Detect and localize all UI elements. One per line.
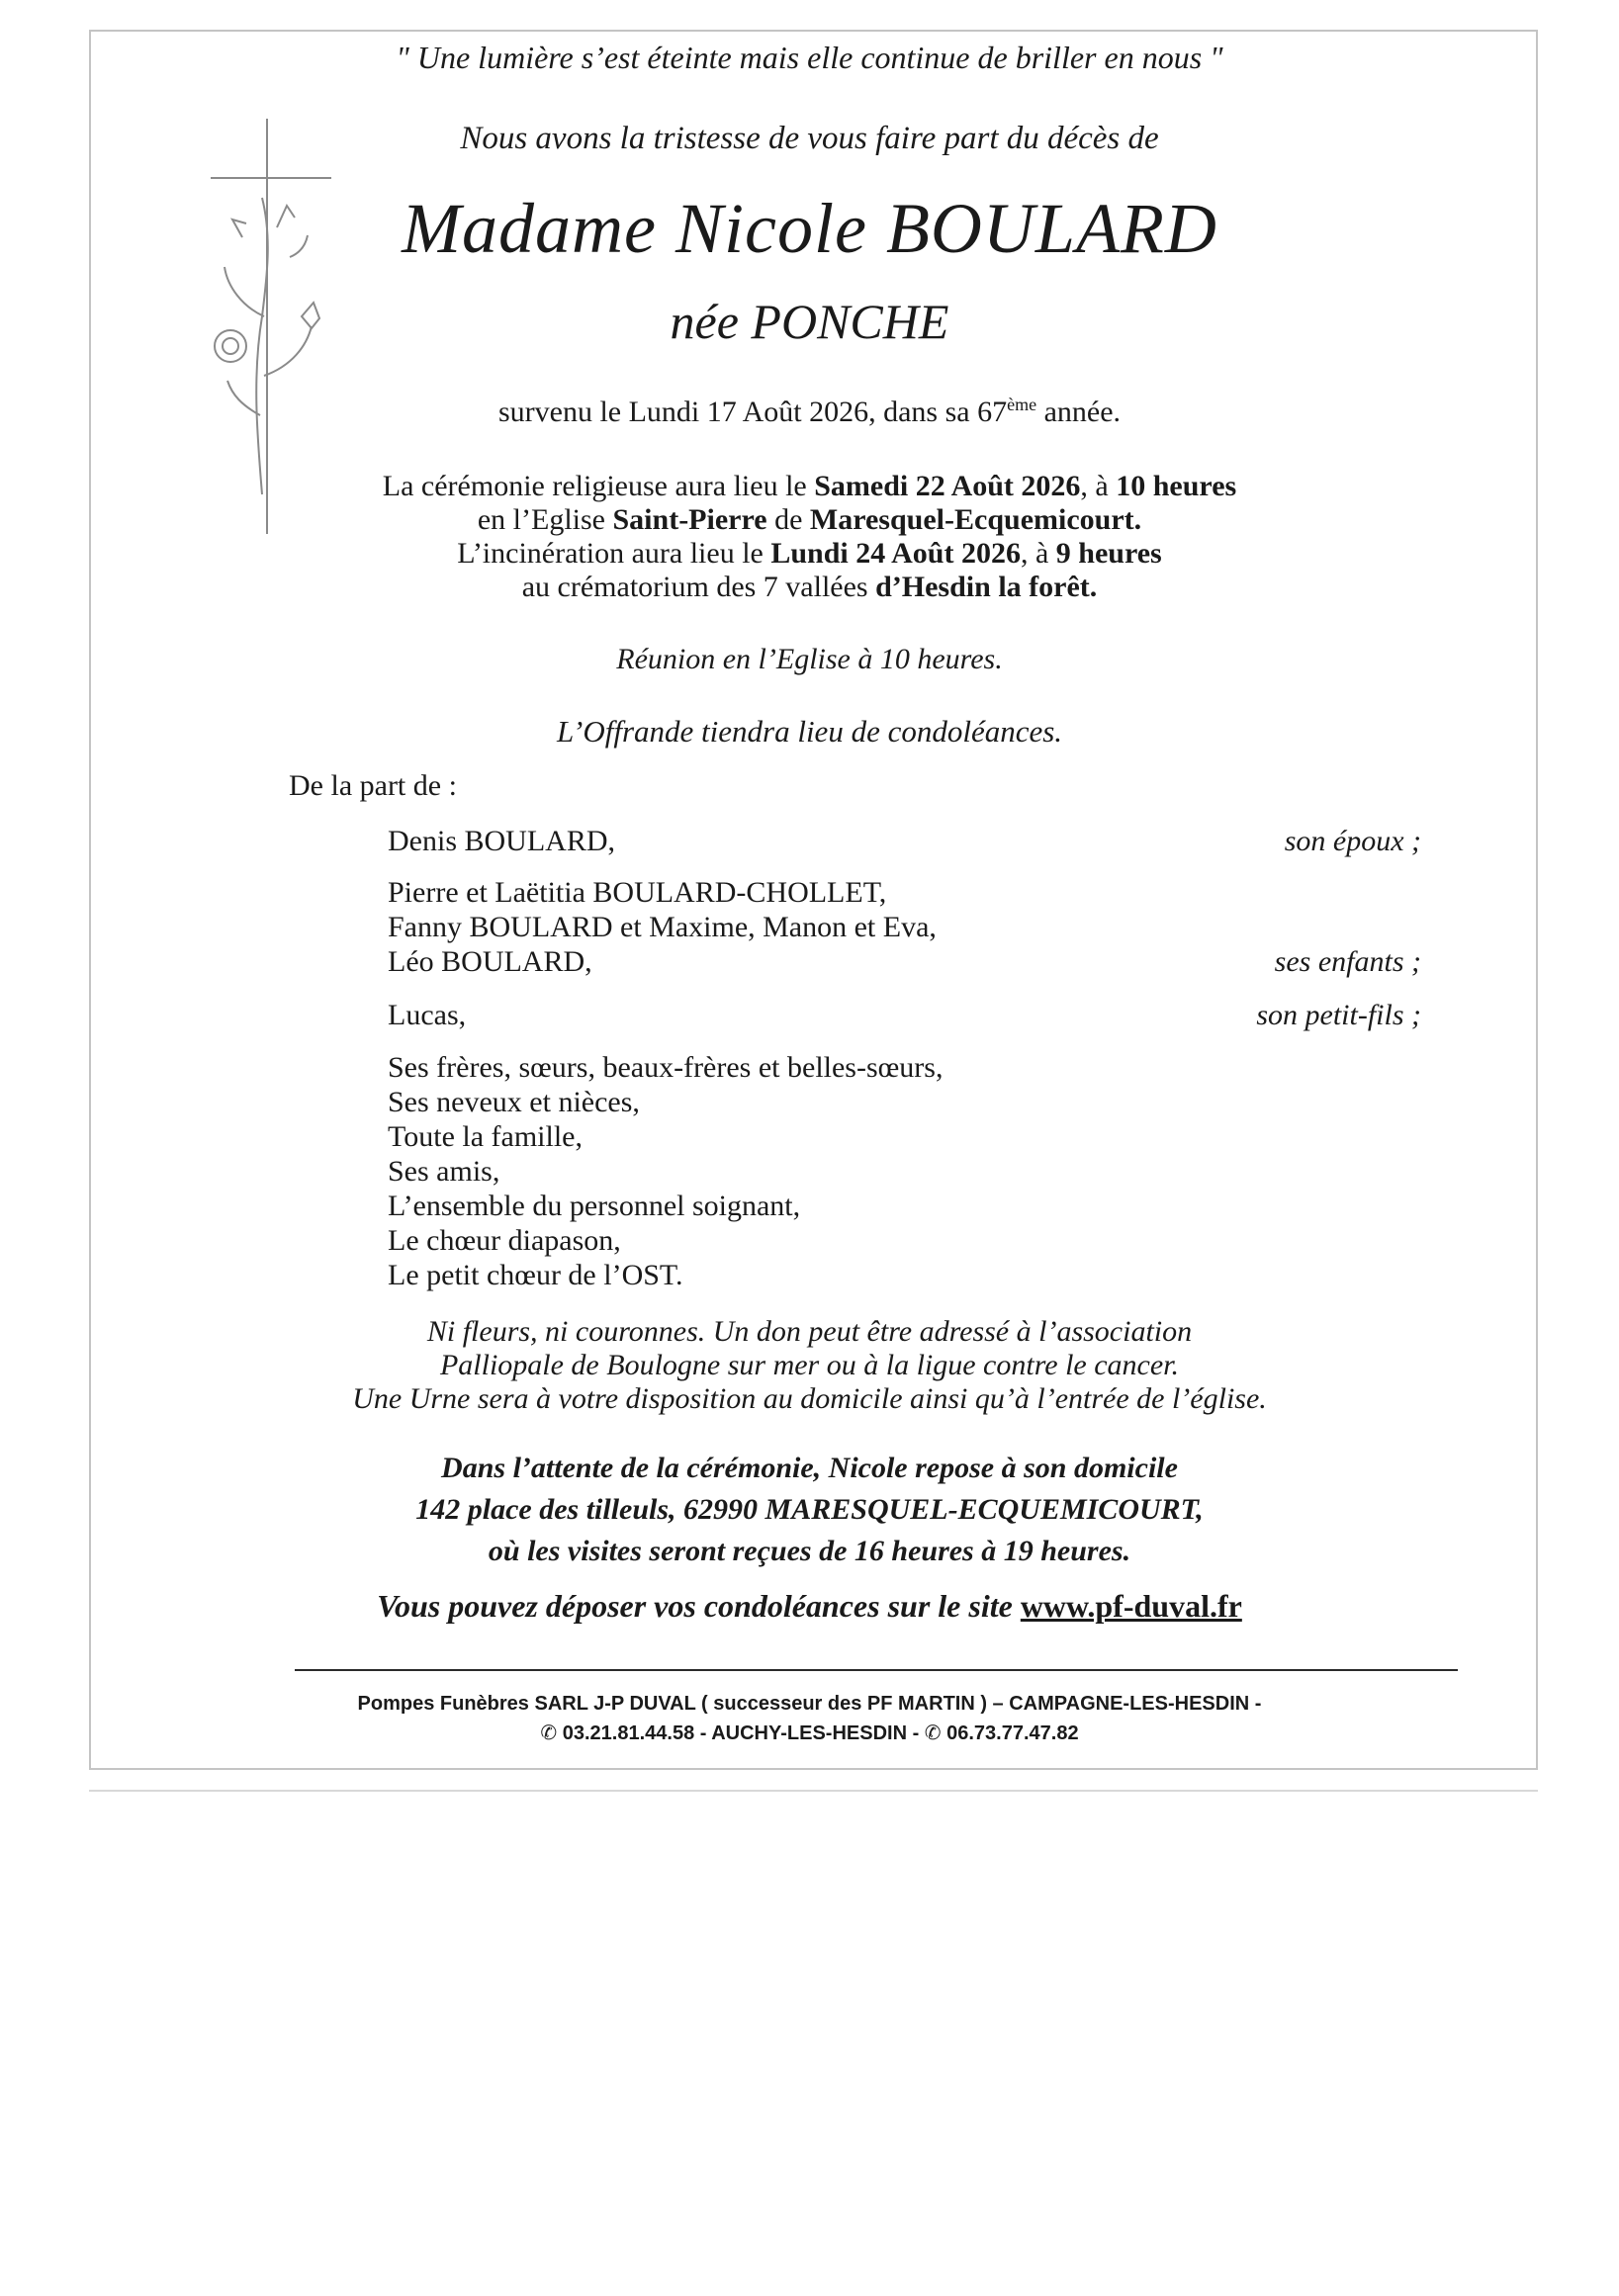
maiden-name: née PONCHE	[670, 294, 949, 349]
family-child: Pierre et Laëtitia BOULARD-CHOLLET,	[388, 876, 887, 909]
note-line: Ni fleurs, ni couronnes. Un don peut être adressé à l’association	[426, 1315, 1193, 1348]
domicile-line: où les visites seront reçues de 16 heures à 19 heures.	[488, 1535, 1131, 1567]
domicile-line: 142 place des tilleuls, 62990 MARESQUEL-ECQUEMICOURT,	[415, 1493, 1204, 1526]
cremation-time: 9 heures	[1055, 537, 1162, 570]
reunion-line: Réunion en l’Eglise à 10 heures.	[616, 643, 1003, 675]
ceremony-date: Samedi 22 Août 2026	[814, 470, 1081, 502]
note-line: Palliopale de Boulogne sur mer ou à la ligue contre le cancer.	[439, 1349, 1180, 1381]
family-child: Fanny BOULARD et Maxime, Manon et Eva,	[388, 911, 937, 943]
relation-spouse: son époux ;	[1284, 825, 1421, 857]
crematorium-town: d’Hesdin la forêt.	[875, 571, 1098, 603]
ordinal-suffix: ème	[1007, 395, 1037, 414]
church-name: Saint-Pierre	[612, 503, 767, 536]
death-date-line	[0, 396, 1619, 429]
ceremony-text: au crématorium des 7 vallées	[521, 571, 876, 603]
quote: " Une lumière s’est éteinte mais elle continue de briller en nous "	[396, 40, 1223, 75]
ceremony-text: La cérémonie religieuse aura lieu le	[382, 470, 815, 502]
cremation-date: Lundi 24 Août 2026	[770, 537, 1021, 570]
footer-line-2: ✆ 03.21.81.44.58 - AUCHY-LES-HESDIN - ✆ 06.73.77.47.82	[540, 1722, 1079, 1744]
family-other: Ses frères, sœurs, beaux-frères et belles-sœurs,	[388, 1051, 944, 1084]
family-spouse: Denis BOULARD,	[388, 825, 615, 857]
ceremony-line-3	[0, 537, 1619, 571]
family-other: Ses neveux et nièces,	[388, 1086, 640, 1118]
ceremony-line-1	[0, 470, 1619, 503]
offrande-line: L’Offrande tiendra lieu de condoléances.	[556, 714, 1063, 749]
ceremony-line-4	[0, 571, 1619, 604]
domicile-line: Dans l’attente de la cérémonie, Nicole repose à son domicile	[441, 1452, 1178, 1484]
family-other: Ses amis,	[388, 1155, 500, 1188]
ceremony-line-2	[0, 503, 1619, 537]
footer-line-1: Pompes Funèbres SARL J-P DUVAL ( successeur des PF MARTIN ) – CAMPAGNE-LES-HESDIN -	[357, 1693, 1262, 1715]
condolences-text: Vous pouvez déposer vos condoléances sur le site	[377, 1588, 1021, 1624]
relation-grandson: son petit-fils ;	[1256, 999, 1421, 1031]
intro-line: Nous avons la tristesse de vous faire part du décès de	[460, 121, 1159, 156]
death-text: survenu le Lundi 17 Août 2026, dans sa 67	[497, 396, 1008, 428]
ceremony-text: L’incinération aura lieu le	[457, 537, 771, 570]
family-other: Le chœur diapason,	[388, 1224, 621, 1257]
family-grandson: Lucas,	[388, 999, 467, 1031]
ceremony-text: de	[766, 503, 810, 536]
church-town: Maresquel-Ecquemicourt.	[809, 503, 1142, 536]
ceremony-time: 10 heures	[1116, 470, 1237, 502]
ceremony-text: en l’Eglise	[477, 503, 613, 536]
ceremony-text: , à	[1080, 470, 1117, 502]
death-text-end: année.	[1036, 396, 1122, 428]
condolences-link[interactable]: www.pf-duval.fr	[1020, 1588, 1242, 1624]
from-label: De la part de :	[289, 769, 457, 802]
family-other: Toute la famille,	[388, 1120, 583, 1153]
page-shadow	[89, 1790, 1538, 1792]
deceased-name: Madame Nicole BOULARD	[402, 189, 1217, 268]
family-other: Le petit chœur de l’OST.	[388, 1259, 683, 1291]
note-line: Une Urne sera à votre disposition au domicile ainsi qu’à l’entrée de l’église.	[352, 1382, 1267, 1415]
ceremony-text: , à	[1020, 537, 1056, 570]
condolences-line	[0, 1588, 1619, 1625]
relation-children: ses enfants ;	[1274, 945, 1421, 978]
family-other: L’ensemble du personnel soignant,	[388, 1190, 801, 1222]
family-child: Léo BOULARD,	[388, 945, 592, 978]
footer-divider	[295, 1669, 1458, 1671]
